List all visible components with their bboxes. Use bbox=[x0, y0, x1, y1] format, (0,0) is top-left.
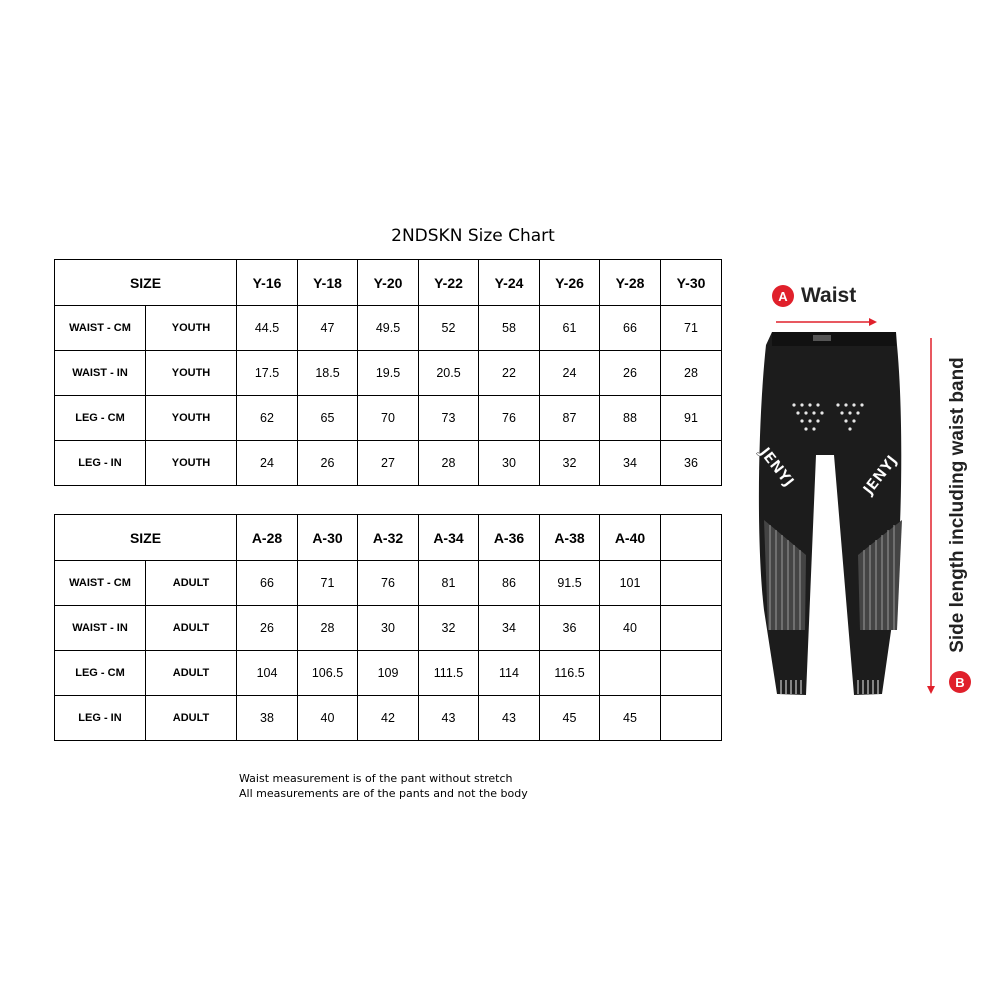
value-cell: 62 bbox=[237, 396, 298, 441]
value-cell: 76 bbox=[479, 396, 540, 441]
value-cell: 58 bbox=[479, 306, 540, 351]
value-cell: 36 bbox=[540, 606, 600, 651]
value-cell: 32 bbox=[419, 606, 479, 651]
note-line: Waist measurement is of the pant without stretch bbox=[239, 772, 513, 785]
value-cell: 47 bbox=[298, 306, 358, 351]
value-cell: 43 bbox=[479, 696, 540, 741]
value-cell: 52 bbox=[419, 306, 479, 351]
value-cell: 34 bbox=[600, 441, 661, 486]
measure-label-cell: WAIST - IN bbox=[55, 606, 146, 651]
value-cell: 28 bbox=[298, 606, 358, 651]
size-header-cell: Y-18 bbox=[298, 260, 358, 306]
value-cell: 111.5 bbox=[419, 651, 479, 696]
value-cell: 91 bbox=[661, 396, 722, 441]
value-cell: 24 bbox=[540, 351, 600, 396]
measure-label-cell: WAIST - IN bbox=[55, 351, 146, 396]
value-cell: 87 bbox=[540, 396, 600, 441]
size-header-cell: A-38 bbox=[540, 515, 600, 561]
measure-label-cell: WAIST - CM bbox=[55, 306, 146, 351]
pants-logo-right: JENYJ bbox=[859, 451, 901, 499]
value-cell: 88 bbox=[600, 396, 661, 441]
value-cell: 30 bbox=[358, 606, 419, 651]
value-cell: 116.5 bbox=[540, 651, 600, 696]
size-header-cell: Y-20 bbox=[358, 260, 419, 306]
group-label-cell: YOUTH bbox=[146, 441, 237, 486]
value-cell: 30 bbox=[479, 441, 540, 486]
size-label-cell: SIZE bbox=[55, 515, 237, 561]
value-cell: 104 bbox=[237, 651, 298, 696]
value-cell: 106.5 bbox=[298, 651, 358, 696]
value-cell: 45 bbox=[600, 696, 661, 741]
value-cell: 38 bbox=[237, 696, 298, 741]
value-cell: 81 bbox=[419, 561, 479, 606]
value-cell: 76 bbox=[358, 561, 419, 606]
value-cell: 65 bbox=[298, 396, 358, 441]
size-header-cell: Y-24 bbox=[479, 260, 540, 306]
measure-label-cell: LEG - CM bbox=[55, 651, 146, 696]
group-label-cell: YOUTH bbox=[146, 351, 237, 396]
badge-b: B bbox=[949, 671, 971, 693]
chart-title: 2NDSKN Size Chart bbox=[391, 226, 555, 246]
value-cell: 19.5 bbox=[358, 351, 419, 396]
value-cell: 24 bbox=[237, 441, 298, 486]
measure-label-cell: LEG - CM bbox=[55, 396, 146, 441]
value-cell: 49.5 bbox=[358, 306, 419, 351]
group-label-cell: YOUTH bbox=[146, 306, 237, 351]
value-cell: 28 bbox=[661, 351, 722, 396]
value-cell: 32 bbox=[540, 441, 600, 486]
value-cell: 71 bbox=[298, 561, 358, 606]
size-header-cell: A-34 bbox=[419, 515, 479, 561]
value-cell: 114 bbox=[479, 651, 540, 696]
measure-label-cell: LEG - IN bbox=[55, 441, 146, 486]
value-cell: 40 bbox=[600, 606, 661, 651]
size-header-cell: A-36 bbox=[479, 515, 540, 561]
value-cell: 73 bbox=[419, 396, 479, 441]
size-header-cell: Y-28 bbox=[600, 260, 661, 306]
value-cell: 43 bbox=[419, 696, 479, 741]
side-length-arrow-head bbox=[927, 686, 935, 694]
measure-label-cell: LEG - IN bbox=[55, 696, 146, 741]
size-header-cell: A-40 bbox=[600, 515, 661, 561]
value-cell: 40 bbox=[298, 696, 358, 741]
value-cell: 27 bbox=[358, 441, 419, 486]
value-cell: 91.5 bbox=[540, 561, 600, 606]
note-line: All measurements are of the pants and not the body bbox=[239, 787, 528, 800]
waist-label-group bbox=[772, 284, 856, 308]
waist-label: Waist bbox=[801, 284, 857, 307]
group-label-cell: YOUTH bbox=[146, 396, 237, 441]
value-cell: 26 bbox=[237, 606, 298, 651]
group-label-cell: ADULT bbox=[146, 696, 237, 741]
size-header-cell: A-32 bbox=[358, 515, 419, 561]
value-cell: 34 bbox=[479, 606, 540, 651]
value-cell: 70 bbox=[358, 396, 419, 441]
group-label-cell: ADULT bbox=[146, 606, 237, 651]
value-cell: 36 bbox=[661, 441, 722, 486]
badge-a: A bbox=[772, 285, 794, 307]
side-length-label: Side length including waist band bbox=[947, 357, 968, 653]
pants-illustration bbox=[755, 332, 902, 695]
value-cell: 66 bbox=[237, 561, 298, 606]
value-cell: 42 bbox=[358, 696, 419, 741]
value-cell: 28 bbox=[419, 441, 479, 486]
value-cell: 20.5 bbox=[419, 351, 479, 396]
size-header-cell: A-28 bbox=[237, 515, 298, 561]
value-cell: 86 bbox=[479, 561, 540, 606]
size-header-cell: Y-16 bbox=[237, 260, 298, 306]
value-cell: 71 bbox=[661, 306, 722, 351]
pants-logo-left: JENYJ bbox=[756, 443, 798, 491]
value-cell: 18.5 bbox=[298, 351, 358, 396]
size-label-cell: SIZE bbox=[55, 260, 237, 306]
value-cell: 45 bbox=[540, 696, 600, 741]
size-header-cell: A-30 bbox=[298, 515, 358, 561]
value-cell: 61 bbox=[540, 306, 600, 351]
value-cell: 22 bbox=[479, 351, 540, 396]
size-header-cell: Y-26 bbox=[540, 260, 600, 306]
group-label-cell: ADULT bbox=[146, 651, 237, 696]
value-cell: 26 bbox=[298, 441, 358, 486]
waist-arrow-head bbox=[869, 318, 877, 326]
value-cell: 101 bbox=[600, 561, 661, 606]
value-cell: 26 bbox=[600, 351, 661, 396]
value-cell: 44.5 bbox=[237, 306, 298, 351]
measure-label-cell: WAIST - CM bbox=[55, 561, 146, 606]
value-cell: 109 bbox=[358, 651, 419, 696]
group-label-cell: ADULT bbox=[146, 561, 237, 606]
size-header-cell: Y-30 bbox=[661, 260, 722, 306]
size-header-cell: Y-22 bbox=[419, 260, 479, 306]
value-cell: 17.5 bbox=[237, 351, 298, 396]
value-cell: 66 bbox=[600, 306, 661, 351]
